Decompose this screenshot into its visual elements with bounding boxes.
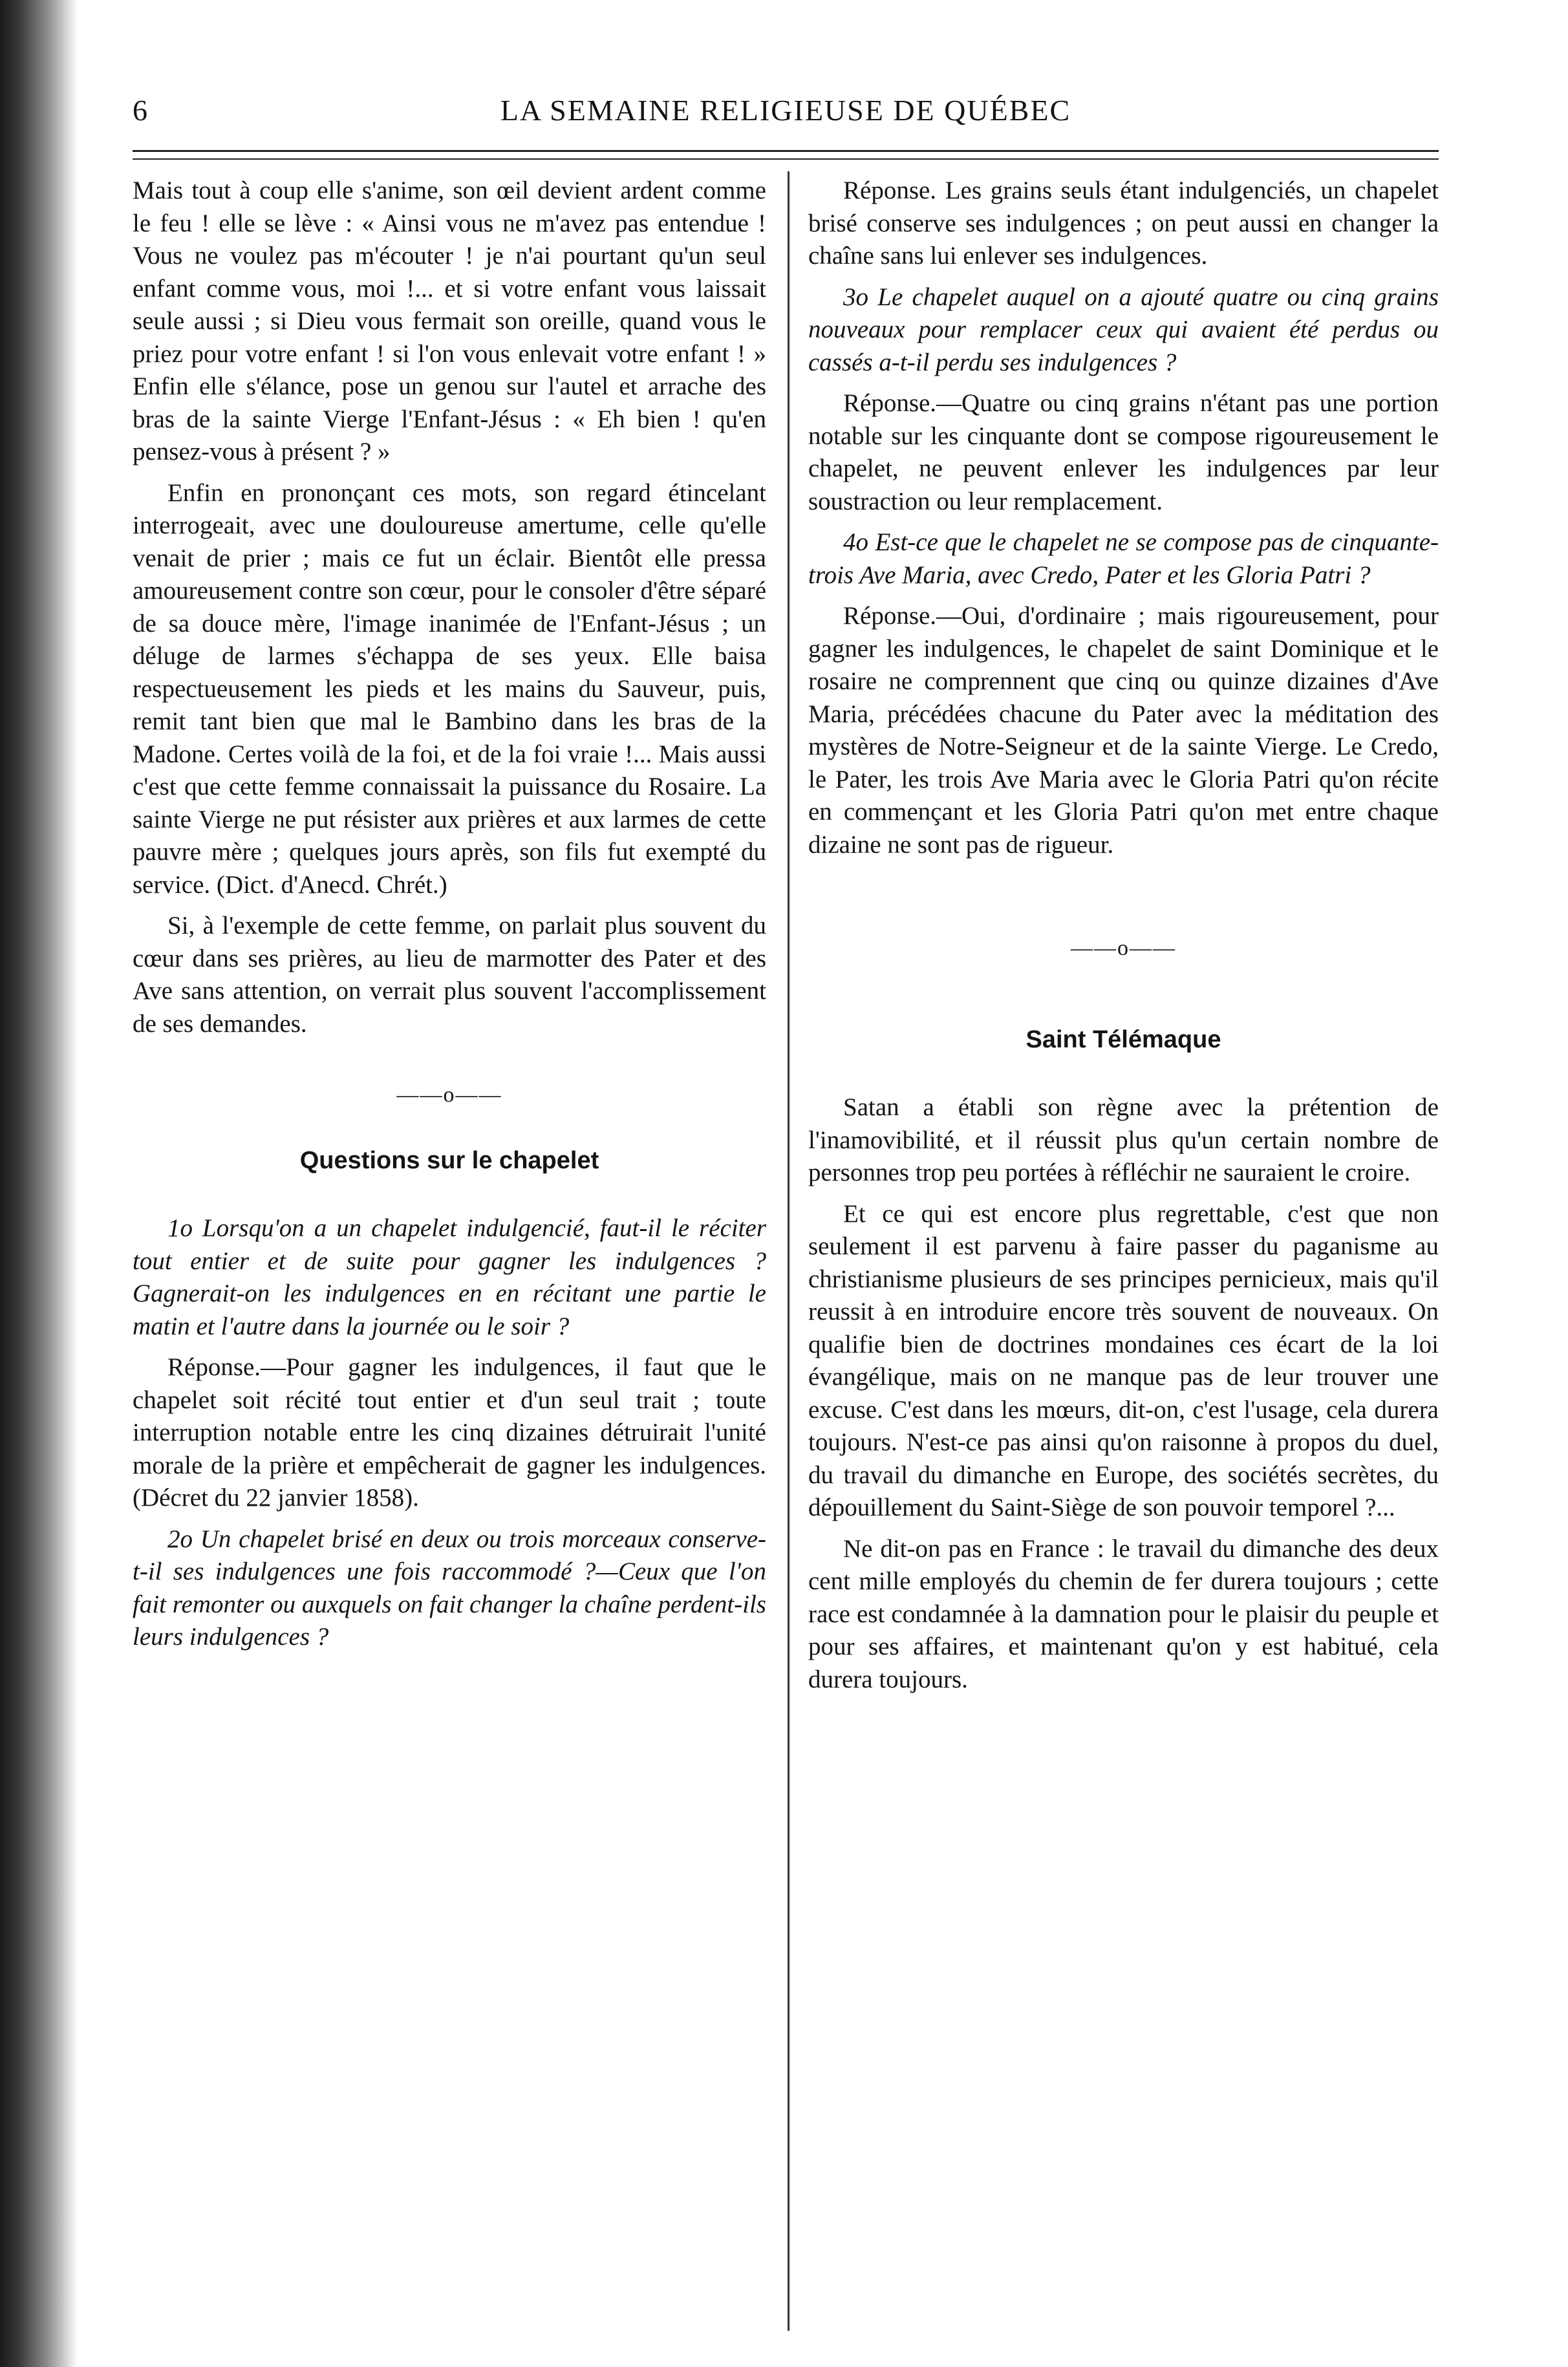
- header-rule: [133, 150, 1439, 160]
- left-column: [133, 175, 766, 1662]
- answer-2: Réponse. Les grains seuls étant indulgenciés, un chapelet brisé conserve ses indulgences ; on peut aussi en changer la chaîne sans lui enlever ses indulgences.: [808, 177, 1439, 270]
- answer-1: Réponse.—Pour gagner les indulgences, il faut que le chapelet soit récité tout entier et d'un seul trait ; toute interruption notable entre les cinq dizaines détruirait l'unité morale de la prière et empêcherait de gagner les indulgences. (Décret du 22 janvier 1858).: [133, 1353, 766, 1512]
- paragraph: Ne dit-on pas en France : le travail du dimanche des deux cent mille employés du chemin de fer durera toujours ; cette race est condamnée à la damnation pour le plaisir du peuple et pour ses affaires, et maintenant qu'on y est habitué, cela durera toujours.: [808, 1534, 1439, 1693]
- answer-3: Réponse.—Quatre ou cinq grains n'étant pas une portion notable sur les cinquante dont se compose rigoureusement le chapelet, ne peuvent enlever les indulgences par leur soustraction ou leur remplacement.: [808, 389, 1439, 515]
- paragraph: Enfin en prononçant ces mots, son regard étincelant interrogeait, avec une douloureuse amertume, celle qu'elle venait de prier ; mais ce fut un éclair. Bientôt elle pressa amoureusement contre son cœur, pour le consoler d'être séparé de sa douce mère, l'image inanimée de l'Enfant-Jésus ; un déluge de larmes s'échappa de ses yeux. Elle baisa respectueusement les pieds et les mains du Sauveur, puis, remit tant bien que mal le Bambino dans les bras de la Madone. Certes voilà de la foi, et de la foi vraie !... Mais aussi c'est que cette femme connaissait la puissance du Rosaire. La sainte Vierge ne put résister aux prières et aux larmes de cette pauvre mère ; quelques jours après, son fils fut exempté du service. (Dict. d'Anecd. Chrét.): [133, 478, 766, 899]
- section-title-telemaque: Saint Télémaque: [1026, 1025, 1221, 1053]
- paragraph: Si, à l'exemple de cette femme, on parlait plus souvent du cœur dans ses prières, au lieu de marmotter des Pater et des Ave sans attention, on verrait plus souvent l'accomplissement de ses demandes.: [133, 912, 766, 1038]
- page-number: 6: [133, 94, 149, 127]
- column-divider: [788, 171, 789, 2331]
- page-header: [133, 84, 1439, 136]
- question-2: 2o Un chapelet brisé en deux ou trois morceaux conserve-t-il ses indulgences une fois raccommodé ?—Ceux que l'on fait remonter ou auxquels on fait changer la chaîne perdent-ils leurs indulgences ?: [133, 1525, 766, 1651]
- section-title-questions: Questions sur le chapelet: [299, 1146, 599, 1174]
- page-binding-shadow: [0, 0, 78, 2367]
- right-column: [808, 175, 1439, 1704]
- running-title: LA SEMAINE RELIGIEUSE DE QUÉBEC: [500, 94, 1071, 127]
- paragraph: Et ce qui est encore plus regrettable, c'est que non seulement il est parvenu à faire passer du paganisme au christianisme plusieurs de ses principes pernicieux, mais qu'il reussit à en introduire encore très souvent de nouveaux. On qualifie bien de doctrines mondaines ces écart de la loi évangélique, mais on ne manque pas de leur trouver une excuse. C'est dans les mœurs, dit-on, c'est l'usage, cela durera toujours. N'est-ce pas ainsi qu'on raisonne à propos du duel, du travail du dimanche en Europe, des sociétés secrètes, du dépouillement du Saint-Siège de son pouvoir temporel ?...: [808, 1199, 1439, 1521]
- section-separator: ——o——: [1071, 936, 1176, 960]
- question-3: 3o Le chapelet auquel on a ajouté quatre ou cinq grains nouveaux pour remplacer ceux qui avaient été perdus ou cassés a-t-il perdu ses indulgences ?: [808, 283, 1439, 376]
- section-separator: ——o——: [396, 1083, 502, 1107]
- paragraph: Satan a établi son règne avec la prétention de l'inamovibilité, et il réussit plus qu'un certain nombre de personnes trop peu portées à réfléchir ne sauraient le croire.: [808, 1093, 1439, 1186]
- question-1: 1o Lorsqu'on a un chapelet indulgencié, faut-il le réciter tout entier et de suite pour gagner les indulgences ? Gagnerait-on les indulgences en en récitant une partie le matin et l'autre dans la journée ou le soir ?: [133, 1214, 766, 1340]
- paragraph: Mais tout à coup elle s'anime, son œil devient ardent comme le feu ! elle se lève : « Ainsi vous ne m'avez pas entendue ! Vous ne voulez pas m'écouter ! je n'ai pourtant qu'un seul enfant comme vous, moi !... et si votre enfant vous laissait seule aussi ; si Dieu vous fermait son oreille, quand vous le priez pour votre enfant ! si l'on vous enlevait votre enfant ! » Enfin elle s'élance, pose un genou sur l'autel et arrache des bras de la sainte Vierge l'Enfant-Jésus : « Eh bien ! qu'en pensez-vous à présent ? »: [133, 177, 766, 466]
- answer-4: Réponse.—Oui, d'ordinaire ; mais rigoureusement, pour gagner les indulgences, le chapelet de saint Dominique et le rosaire ne comprennent que cinq ou quinze dizaines d'Ave Maria, précédées chacune du Pater avec la méditation des mystères de Notre-Seigneur et de la sainte Vierge. Le Credo, le Pater, les trois Ave Maria avec le Gloria Patri qu'on récite en commençant et les Gloria Patri qu'on met entre chaque dizaine ne sont pas de rigueur.: [808, 602, 1439, 859]
- question-4: 4o Est-ce que le chapelet ne se compose pas de cinquante-trois Ave Maria, avec Credo, Pater et les Gloria Patri ?: [808, 528, 1439, 589]
